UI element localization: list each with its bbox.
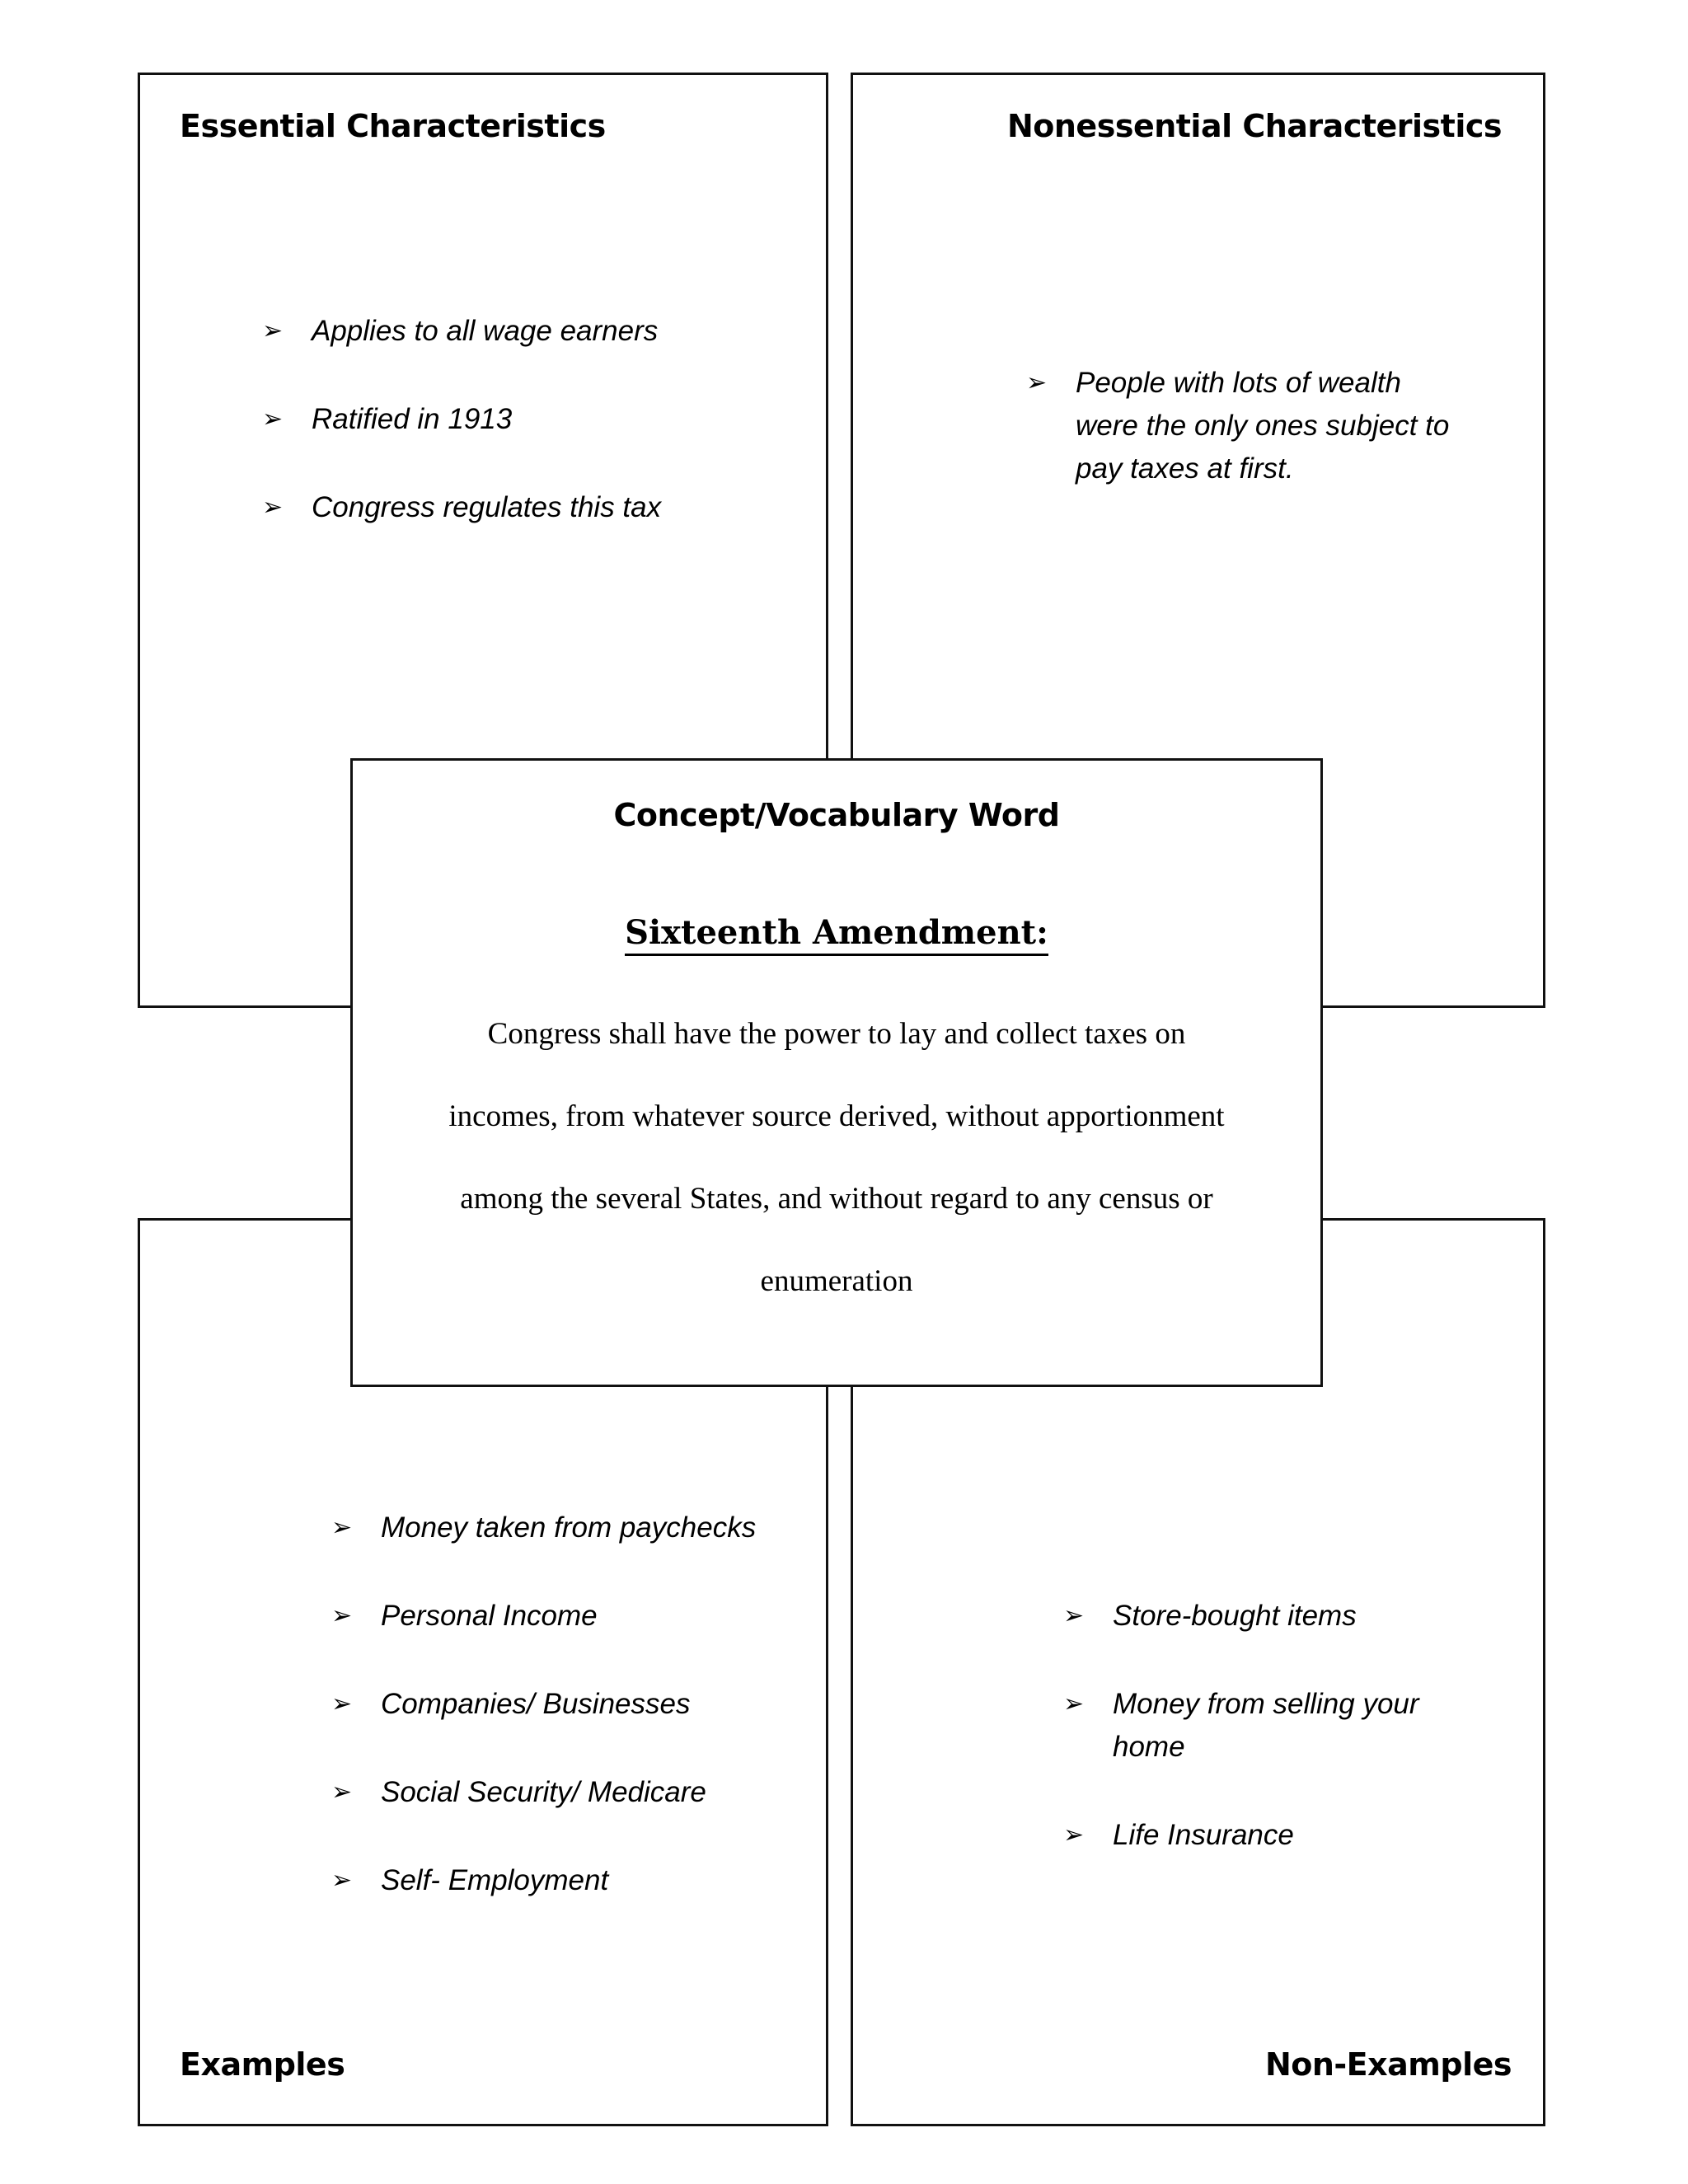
arrowhead-bullet-icon: ➢ bbox=[1026, 369, 1048, 396]
concept-vocabulary-box bbox=[350, 758, 1323, 1387]
arrowhead-bullet-icon: ➢ bbox=[1063, 1821, 1085, 1849]
list-item bbox=[1026, 362, 1471, 490]
list-item bbox=[1063, 1814, 1492, 1857]
list-item-text: Money from selling your home bbox=[1113, 1688, 1419, 1763]
arrowhead-bullet-icon: ➢ bbox=[331, 1514, 353, 1541]
examples-list bbox=[331, 1507, 760, 1947]
arrowhead-bullet-icon: ➢ bbox=[1063, 1602, 1085, 1629]
list-item-text: Social Security/ Medicare bbox=[381, 1776, 706, 1808]
arrowhead-bullet-icon: ➢ bbox=[331, 1867, 353, 1894]
list-item-text: Companies/ Businesses bbox=[381, 1688, 691, 1720]
list-item bbox=[331, 1507, 760, 1549]
list-item-text: People with lots of wealth were the only ones subject to pay taxes at first. bbox=[1076, 367, 1450, 485]
concept-vocabulary-heading: Concept/Vocabulary Word bbox=[613, 797, 1060, 833]
list-item bbox=[262, 398, 790, 441]
list-item bbox=[262, 310, 790, 353]
non-examples-list bbox=[1063, 1595, 1492, 1902]
examples-heading: Examples bbox=[180, 2046, 345, 2083]
list-item-text: Store-bought items bbox=[1113, 1600, 1357, 1632]
list-item-text: Life Insurance bbox=[1113, 1819, 1294, 1851]
list-item bbox=[331, 1683, 760, 1726]
list-item-text: Ratified in 1913 bbox=[312, 403, 513, 435]
vocabulary-term-text: Sixteenth Amendment: bbox=[625, 913, 1048, 956]
arrowhead-bullet-icon: ➢ bbox=[331, 1690, 353, 1718]
essential-characteristics-list bbox=[262, 310, 790, 574]
list-item bbox=[1063, 1595, 1492, 1638]
list-item bbox=[331, 1859, 760, 1902]
list-item-text: Congress regulates this tax bbox=[312, 491, 662, 523]
list-item bbox=[331, 1771, 760, 1814]
vocabulary-term bbox=[353, 913, 1320, 952]
nonessential-characteristics-list bbox=[1026, 362, 1471, 536]
non-examples-heading: Non-Examples bbox=[1264, 2046, 1512, 2083]
list-item-text: Applies to all wage earners bbox=[312, 315, 659, 347]
list-item bbox=[331, 1595, 760, 1638]
arrowhead-bullet-icon: ➢ bbox=[1063, 1690, 1085, 1718]
vocabulary-definition: Congress shall have the power to lay and collect taxes on incomes, from whatever source derived, without apportionment among the several States, and without regard to any census or enumeration bbox=[448, 1017, 1225, 1298]
list-item bbox=[1063, 1683, 1492, 1769]
nonessential-characteristics-heading: Nonessential Characteristics bbox=[1006, 108, 1502, 144]
list-item-text: Money taken from paychecks bbox=[381, 1511, 757, 1544]
arrowhead-bullet-icon: ➢ bbox=[262, 405, 284, 433]
essential-characteristics-heading: Essential Characteristics bbox=[180, 108, 606, 144]
arrowhead-bullet-icon: ➢ bbox=[331, 1602, 353, 1629]
arrowhead-bullet-icon: ➢ bbox=[331, 1779, 353, 1806]
list-item-text: Personal Income bbox=[381, 1600, 598, 1632]
list-item bbox=[262, 486, 790, 529]
list-item-text: Self- Employment bbox=[381, 1864, 609, 1896]
arrowhead-bullet-icon: ➢ bbox=[262, 317, 284, 344]
arrowhead-bullet-icon: ➢ bbox=[262, 494, 284, 521]
